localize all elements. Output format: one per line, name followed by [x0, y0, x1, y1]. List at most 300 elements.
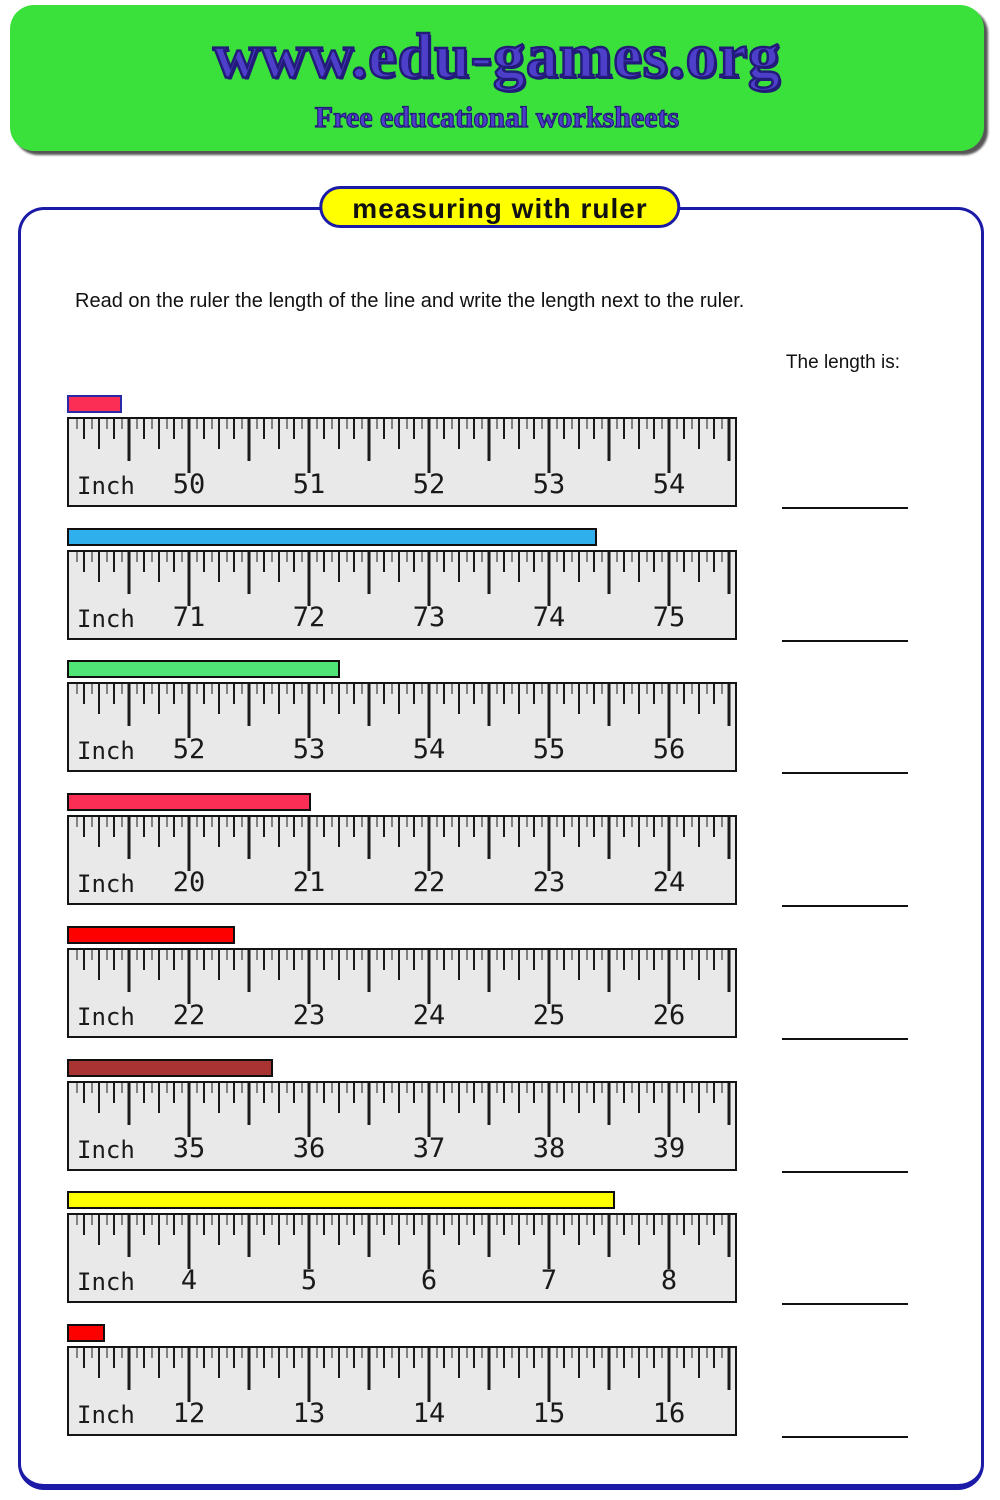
ruler-tick	[293, 1348, 295, 1368]
ruler-tick	[623, 1348, 625, 1368]
ruler-tick	[578, 1083, 580, 1113]
ruler-tick	[113, 419, 115, 439]
ruler-tick	[83, 684, 85, 704]
ruler-tick	[721, 817, 722, 827]
ruler-tick	[518, 950, 520, 980]
ruler-tick	[578, 1348, 580, 1378]
ruler-tick	[541, 950, 542, 960]
ruler-tick	[488, 817, 491, 859]
ruler-tick	[98, 950, 100, 980]
ruler-tick	[286, 1215, 287, 1225]
ruler-tick	[248, 1083, 251, 1125]
ruler-tick	[98, 419, 100, 449]
ruler-tick	[451, 950, 452, 960]
ruler-tick	[466, 419, 467, 429]
ruler-tick	[271, 950, 272, 960]
ruler-tick	[413, 1215, 415, 1235]
ruler-tick	[578, 1215, 580, 1245]
ruler-tick	[278, 684, 280, 714]
ruler-tick	[541, 817, 542, 827]
measured-bar	[67, 1191, 615, 1209]
ruler-tick	[338, 950, 340, 980]
ruler-tick	[436, 684, 437, 694]
ruler-tick	[368, 1215, 371, 1257]
ruler-tick	[256, 1215, 257, 1225]
ruler-tick	[203, 419, 205, 439]
ruler-tick	[436, 1083, 437, 1093]
ruler-tick	[203, 552, 205, 572]
ruler-tick	[511, 1083, 512, 1093]
ruler-tick	[571, 950, 572, 960]
ruler-tick	[721, 1083, 722, 1093]
ruler-tick	[196, 1348, 197, 1358]
ruler	[67, 682, 737, 772]
ruler-tick	[211, 1215, 212, 1225]
ruler-tick	[533, 419, 535, 439]
ruler-tick	[278, 552, 280, 582]
ruler-tick	[278, 950, 280, 980]
ruler-tick	[91, 950, 92, 960]
ruler-tick	[556, 817, 557, 827]
ruler-tick	[106, 552, 107, 562]
ruler-row	[67, 660, 908, 793]
ruler-tick	[286, 950, 287, 960]
ruler-tick	[541, 1083, 542, 1093]
ruler-tick	[278, 1348, 280, 1378]
ruler-tick	[241, 950, 242, 960]
ruler-number: 6	[420, 1265, 438, 1296]
ruler-tick	[368, 1083, 371, 1125]
ruler-tick	[473, 817, 475, 837]
ruler-tick	[398, 950, 400, 980]
ruler-tick	[601, 419, 602, 429]
ruler-tick	[353, 1215, 355, 1235]
ruler-tick	[578, 552, 580, 582]
ruler-tick	[713, 419, 715, 439]
ruler-tick	[113, 552, 115, 572]
ruler-unit-label: Inch	[77, 605, 135, 633]
ruler-tick	[691, 1348, 692, 1358]
ruler-unit-label: Inch	[77, 737, 135, 765]
ruler-tick	[706, 684, 707, 694]
ruler-tick	[728, 817, 731, 859]
ruler-tick	[263, 552, 265, 572]
answer-line[interactable]	[782, 1303, 908, 1305]
ruler-tick	[158, 1215, 160, 1245]
ruler-tick	[398, 1083, 400, 1113]
ruler-tick	[451, 419, 452, 429]
ruler-tick	[706, 1348, 707, 1358]
ruler-tick	[451, 1348, 452, 1358]
ruler-tick	[458, 1348, 460, 1378]
ruler-tick	[211, 1083, 212, 1093]
ruler-tick	[571, 817, 572, 827]
ruler-tick	[406, 1348, 407, 1358]
ruler-tick	[113, 1215, 115, 1235]
ruler-tick	[128, 419, 131, 461]
ruler-tick	[98, 1215, 100, 1245]
ruler-tick	[406, 419, 407, 429]
answer-line[interactable]	[782, 1038, 908, 1040]
ruler-tick	[443, 552, 445, 572]
ruler-tick	[361, 684, 362, 694]
ruler-tick	[533, 817, 535, 837]
ruler-tick	[668, 552, 671, 606]
ruler-tick	[308, 419, 311, 473]
ruler-tick	[218, 684, 220, 714]
ruler-tick	[601, 1348, 602, 1358]
ruler-tick	[668, 1215, 671, 1269]
ruler-tick	[473, 1215, 475, 1235]
ruler-tick	[233, 817, 235, 837]
ruler-tick	[661, 684, 662, 694]
ruler-tick	[406, 950, 407, 960]
ruler-tick	[653, 1083, 655, 1103]
ruler-tick	[683, 817, 685, 837]
ruler-tick	[563, 684, 565, 704]
ruler-tick	[106, 950, 107, 960]
ruler-tick	[428, 1348, 431, 1402]
ruler-tick	[301, 1083, 302, 1093]
ruler-tick	[128, 1215, 131, 1257]
ruler-tick	[518, 1348, 520, 1378]
ruler-tick	[496, 684, 497, 694]
ruler-tick	[323, 817, 325, 837]
ruler-tick	[391, 950, 392, 960]
ruler-tick	[151, 950, 152, 960]
ruler-tick	[233, 419, 235, 439]
ruler-tick	[323, 552, 325, 572]
ruler-tick	[653, 552, 655, 572]
ruler-tick	[256, 817, 257, 827]
ruler-tick	[376, 817, 377, 827]
ruler-tick	[398, 1348, 400, 1378]
ruler-tick	[661, 1348, 662, 1358]
ruler-tick	[541, 552, 542, 562]
ruler-tick	[676, 684, 677, 694]
ruler-tick	[713, 817, 715, 837]
ruler-tick	[256, 684, 257, 694]
ruler-tick	[121, 950, 122, 960]
ruler-tick	[451, 817, 452, 827]
ruler-tick	[413, 552, 415, 572]
ruler-tick	[518, 419, 520, 449]
ruler-tick	[406, 1083, 407, 1093]
ruler-tick	[211, 684, 212, 694]
ruler-number: 14	[412, 1398, 446, 1429]
ruler-tick	[271, 552, 272, 562]
ruler-tick	[256, 419, 257, 429]
ruler-tick	[473, 552, 475, 572]
ruler-tick	[143, 552, 145, 572]
ruler-tick	[293, 817, 295, 837]
ruler-tick	[218, 419, 220, 449]
ruler-number: 56	[652, 734, 686, 765]
ruler-tick	[728, 552, 731, 594]
ruler-tick	[308, 817, 311, 871]
ruler-tick	[98, 1083, 100, 1113]
ruler-tick	[91, 1348, 92, 1358]
ruler-tick	[728, 419, 731, 461]
ruler-tick	[638, 552, 640, 582]
ruler-tick	[76, 684, 77, 694]
ruler-tick	[563, 419, 565, 439]
ruler-tick	[466, 817, 467, 827]
ruler-tick	[721, 552, 722, 562]
ruler-tick	[398, 817, 400, 847]
ruler-tick	[593, 1215, 595, 1235]
answer-line[interactable]	[782, 905, 908, 907]
ruler-tick	[668, 1348, 671, 1402]
ruler-tick	[458, 1083, 460, 1113]
ruler-tick	[578, 419, 580, 449]
ruler-tick	[98, 817, 100, 847]
ruler-tick	[623, 419, 625, 439]
ruler-tick	[503, 419, 505, 439]
ruler-number: 74	[532, 602, 566, 633]
ruler-tick	[541, 684, 542, 694]
ruler-tick	[586, 419, 587, 429]
site-header	[10, 5, 984, 151]
ruler-tick	[376, 1215, 377, 1225]
measured-bar	[67, 395, 122, 413]
ruler-tick	[136, 950, 137, 960]
ruler-tick	[653, 684, 655, 704]
ruler-tick	[391, 1215, 392, 1225]
ruler-tick	[571, 552, 572, 562]
ruler-tick	[181, 684, 182, 694]
ruler-tick	[676, 1348, 677, 1358]
ruler-tick	[503, 552, 505, 572]
ruler-tick	[128, 1348, 131, 1390]
ruler-tick	[443, 1215, 445, 1235]
ruler-tick	[556, 1215, 557, 1225]
ruler-tick	[653, 1215, 655, 1235]
ruler-tick	[263, 1348, 265, 1368]
answer-line[interactable]	[782, 772, 908, 774]
measured-bar	[67, 660, 340, 678]
ruler-number: 75	[652, 602, 686, 633]
ruler-tick	[683, 1215, 685, 1235]
ruler-tick	[211, 552, 212, 562]
ruler-tick	[83, 419, 85, 439]
ruler-tick	[323, 684, 325, 704]
ruler-tick	[278, 817, 280, 847]
ruler-tick	[556, 1348, 557, 1358]
ruler-tick	[481, 817, 482, 827]
ruler-tick	[631, 1348, 632, 1358]
ruler-tick	[571, 1348, 572, 1358]
ruler-tick	[503, 1348, 505, 1368]
ruler-tick	[496, 1083, 497, 1093]
ruler-tick	[391, 684, 392, 694]
ruler-tick	[556, 419, 557, 429]
ruler-tick	[608, 419, 611, 461]
ruler-tick	[646, 817, 647, 827]
ruler-tick	[436, 950, 437, 960]
ruler-tick	[421, 1215, 422, 1225]
ruler-tick	[173, 1215, 175, 1235]
ruler	[67, 1346, 737, 1436]
ruler-tick	[676, 552, 677, 562]
site-subtitle: Free educational worksheets	[314, 101, 680, 134]
ruler-tick	[368, 552, 371, 594]
ruler-tick	[436, 817, 437, 827]
ruler-tick	[361, 817, 362, 827]
ruler-tick	[361, 1348, 362, 1358]
site-title: www.edu-games.org	[212, 20, 782, 91]
ruler-tick	[488, 950, 491, 992]
ruler-tick	[443, 817, 445, 837]
ruler-tick	[353, 1083, 355, 1103]
ruler-number: 22	[172, 1000, 206, 1031]
ruler-tick	[638, 419, 640, 449]
ruler-tick	[631, 552, 632, 562]
ruler-tick	[83, 552, 85, 572]
ruler-tick	[496, 1215, 497, 1225]
ruler-tick	[443, 1083, 445, 1103]
ruler-tick	[181, 817, 182, 827]
ruler-tick	[271, 1083, 272, 1093]
ruler-tick	[548, 950, 551, 1004]
ruler-tick	[136, 817, 137, 827]
ruler-tick	[91, 552, 92, 562]
ruler-tick	[646, 950, 647, 960]
ruler-unit-label: Inch	[77, 1003, 135, 1031]
ruler-tick	[181, 1348, 182, 1358]
ruler-tick	[481, 1215, 482, 1225]
measured-bar	[67, 1324, 105, 1342]
ruler-number: 8	[660, 1265, 678, 1296]
ruler-tick	[541, 419, 542, 429]
ruler	[67, 1213, 737, 1303]
ruler-tick	[601, 817, 602, 827]
ruler-number: 20	[172, 867, 206, 898]
ruler-tick	[646, 419, 647, 429]
ruler-number: 15	[532, 1398, 566, 1429]
measured-bar	[67, 1059, 273, 1077]
ruler-tick	[698, 419, 700, 449]
ruler-tick	[586, 1083, 587, 1093]
ruler-tick	[361, 419, 362, 429]
ruler-tick	[691, 950, 692, 960]
ruler-tick	[226, 950, 227, 960]
ruler-tick	[728, 1215, 731, 1257]
ruler-tick	[556, 1083, 557, 1093]
ruler-tick	[586, 552, 587, 562]
ruler-tick	[668, 817, 671, 871]
ruler-tick	[76, 950, 77, 960]
ruler-tick	[466, 684, 467, 694]
ruler-tick	[466, 552, 467, 562]
ruler-tick	[556, 950, 557, 960]
ruler-tick	[151, 1348, 152, 1358]
ruler-tick	[346, 1215, 347, 1225]
ruler-tick	[203, 1083, 205, 1103]
ruler-tick	[173, 950, 175, 970]
answer-line[interactable]	[782, 1171, 908, 1173]
ruler-tick	[698, 1215, 700, 1245]
ruler-tick	[548, 1083, 551, 1137]
ruler-tick	[98, 684, 100, 714]
ruler-number: 53	[292, 734, 326, 765]
ruler-tick	[76, 552, 77, 562]
ruler-tick	[593, 419, 595, 439]
ruler-tick	[158, 1348, 160, 1378]
ruler-tick	[316, 552, 317, 562]
ruler-tick	[316, 684, 317, 694]
ruler-tick	[706, 950, 707, 960]
ruler-tick	[691, 419, 692, 429]
measured-bar	[67, 793, 311, 811]
ruler-tick	[211, 817, 212, 827]
ruler-tick	[406, 1215, 407, 1225]
ruler-tick	[203, 817, 205, 837]
ruler-tick	[346, 1348, 347, 1358]
ruler-tick	[128, 684, 131, 726]
ruler-tick	[698, 684, 700, 714]
ruler-tick	[533, 950, 535, 970]
ruler-tick	[676, 817, 677, 827]
ruler-tick	[278, 1083, 280, 1113]
ruler-tick	[691, 552, 692, 562]
ruler-tick	[436, 1215, 437, 1225]
ruler-tick	[668, 419, 671, 473]
ruler-tick	[728, 684, 731, 726]
ruler-tick	[698, 1348, 700, 1378]
ruler-tick	[83, 1348, 85, 1368]
ruler-tick	[608, 817, 611, 859]
ruler-tick	[91, 1215, 92, 1225]
ruler	[67, 1081, 737, 1171]
ruler-tick	[608, 1083, 611, 1125]
ruler	[67, 815, 737, 905]
ruler-tick	[428, 817, 431, 871]
ruler-tick	[83, 950, 85, 970]
answer-line[interactable]	[782, 507, 908, 509]
ruler-tick	[646, 684, 647, 694]
ruler-tick	[631, 1083, 632, 1093]
ruler-tick	[646, 1348, 647, 1358]
ruler-tick	[406, 684, 407, 694]
ruler-tick	[286, 1348, 287, 1358]
ruler-tick	[346, 684, 347, 694]
ruler-tick	[181, 950, 182, 960]
ruler	[67, 948, 737, 1038]
ruler-tick	[548, 1348, 551, 1402]
ruler-tick	[676, 950, 677, 960]
ruler-tick	[316, 419, 317, 429]
ruler-tick	[391, 419, 392, 429]
ruler-tick	[271, 419, 272, 429]
ruler-number: 35	[172, 1133, 206, 1164]
ruler-tick	[383, 684, 385, 704]
ruler-tick	[256, 1348, 257, 1358]
ruler-tick	[173, 552, 175, 572]
ruler-tick	[293, 950, 295, 970]
ruler-number: 23	[532, 867, 566, 898]
ruler-tick	[188, 419, 191, 473]
ruler-tick	[571, 684, 572, 694]
ruler-tick	[556, 684, 557, 694]
answer-line[interactable]	[782, 1436, 908, 1438]
answer-line[interactable]	[782, 640, 908, 642]
ruler-tick	[683, 684, 685, 704]
ruler-tick	[683, 1348, 685, 1368]
ruler-tick	[121, 1348, 122, 1358]
ruler-tick	[563, 817, 565, 837]
ruler-tick	[713, 684, 715, 704]
